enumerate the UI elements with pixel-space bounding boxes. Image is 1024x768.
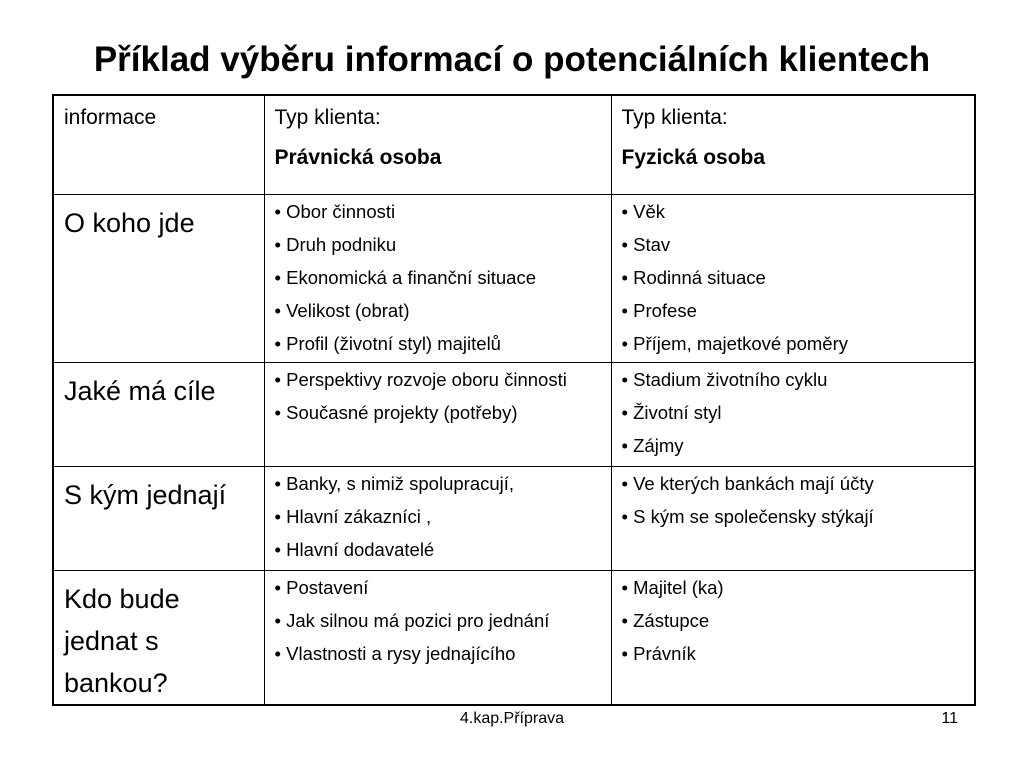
- list-item: • Banky, s nimiž spolupracují,: [274, 473, 515, 494]
- natural-person-cell: [611, 363, 975, 467]
- slide-title: Příklad výběru informací o potenciálních klientech: [93, 40, 931, 79]
- row-label-cell: [53, 571, 264, 706]
- row-label: Jaké má cíle: [64, 376, 216, 406]
- legal-entity-cell: [264, 195, 611, 363]
- list-item: • Hlavní dodavatelé: [274, 539, 435, 560]
- list-item: • S kým se společensky stýkají: [621, 506, 874, 527]
- header-cell-legal-entity: [264, 95, 611, 195]
- row-label-cell: [53, 363, 264, 467]
- list-item: • Právník: [621, 643, 696, 664]
- legal-entity-cell: [264, 363, 611, 467]
- list-item: • Příjem, majetkové poměry: [621, 333, 848, 354]
- list-item: • Věk: [621, 201, 665, 222]
- list-item: • Velikost (obrat): [274, 300, 410, 321]
- list-item: • Zástupce: [621, 610, 710, 631]
- list-item: • Obor činnosti: [274, 201, 396, 222]
- row-label-cell: [53, 467, 264, 571]
- list-item: • Současné projekty (potřeby): [274, 402, 518, 423]
- natural-person-cell: [611, 467, 975, 571]
- table-row: [53, 195, 975, 363]
- footer-chapter: 4.kap.Příprava: [459, 710, 565, 727]
- header-cell-natural-person: [611, 95, 975, 195]
- list-item: • Životní styl: [621, 402, 722, 423]
- natural-person-cell: [611, 195, 975, 363]
- list-item: • Postavení: [274, 577, 369, 598]
- list-item: • Majitel (ka): [621, 577, 724, 598]
- row-label: O koho jde: [64, 208, 195, 238]
- list-item: • Perspektivy rozvoje oboru činnosti: [274, 369, 567, 390]
- row-label-cell: [53, 195, 264, 363]
- list-item: • Zájmy: [621, 435, 684, 456]
- header-legal-name: Právnická osoba: [274, 146, 442, 169]
- legal-entity-cell: [264, 571, 611, 706]
- list-item: • Profil (životní styl) majitelů: [274, 333, 501, 354]
- list-item: • Stav: [621, 234, 671, 255]
- row-label: S kým jednají: [64, 480, 227, 510]
- header-cell-information: [53, 95, 264, 195]
- row-label: Kdo bude jednat s bankou?: [64, 584, 180, 698]
- list-item: • Hlavní zákazníci ,: [274, 506, 432, 527]
- table-row: [53, 571, 975, 706]
- page-number: 11: [941, 710, 958, 727]
- list-item: • Ve kterých bankách mají účty: [621, 473, 874, 494]
- header-information-label: informace: [64, 106, 157, 129]
- header-legal-type-label: Typ klienta:: [274, 106, 381, 129]
- legal-entity-cell: [264, 467, 611, 571]
- list-item: • Profese: [621, 300, 697, 321]
- list-item: • Vlastnosti a rysy jednajícího: [274, 643, 516, 664]
- list-item: • Druh podniku: [274, 234, 397, 255]
- list-item: • Ekonomická a finanční situace: [274, 267, 537, 288]
- header-natural-type-label: Typ klienta:: [621, 106, 728, 129]
- list-item: • Stadium životního cyklu: [621, 369, 828, 390]
- table-header-row: [53, 95, 975, 195]
- header-natural-name: Fyzická osoba: [621, 146, 766, 169]
- client-info-table: [52, 94, 976, 706]
- list-item: • Rodinná situace: [621, 267, 766, 288]
- list-item: • Jak silnou má pozici pro jednání: [274, 610, 550, 631]
- table-row: [53, 363, 975, 467]
- table-row: [53, 467, 975, 571]
- natural-person-cell: [611, 571, 975, 706]
